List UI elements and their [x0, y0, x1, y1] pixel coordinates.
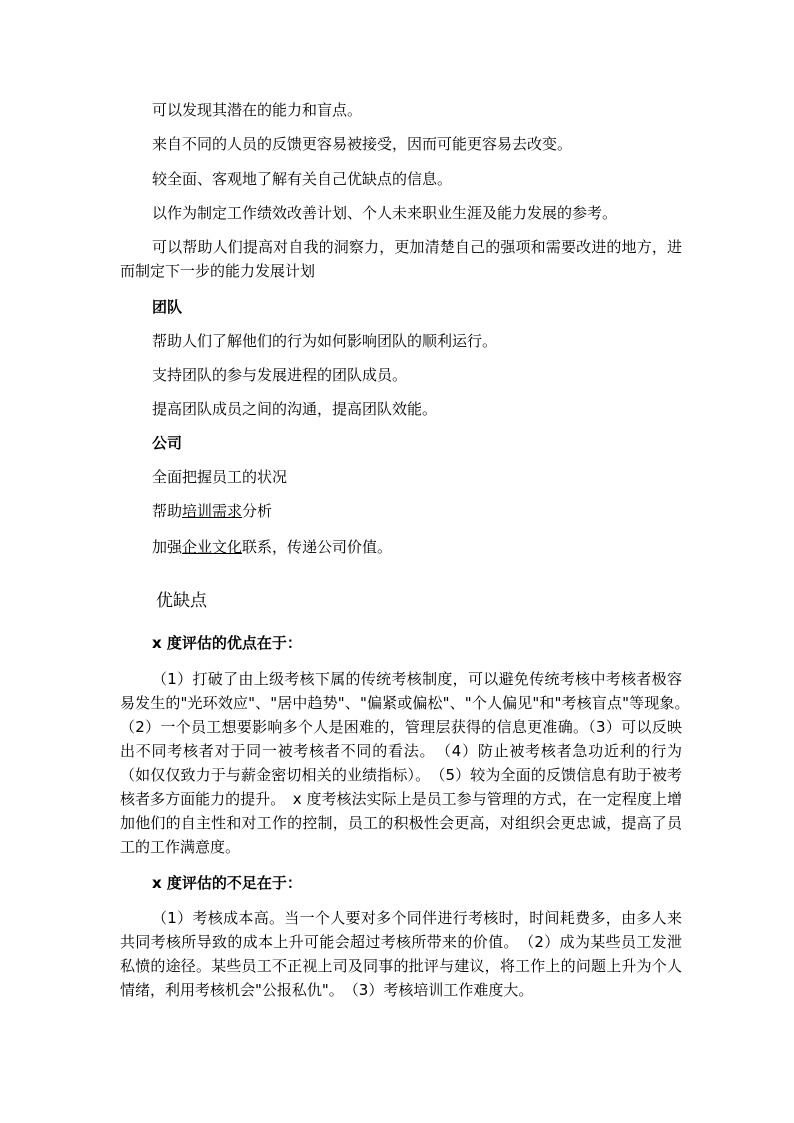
company-item: 全面把握员工的状况 [152, 468, 288, 486]
company-item-text: 联系，传递公司价值。 [242, 538, 393, 556]
cons-paragraph: （1）考核成本高。当一个人要对多个同伴进行考核时，时间耗费多，由多人来共同考核所导致的成本上升可能会超过考核所带来的价值。 （2）成为某些员工发泄私愤的途径。某些员工不正视上司及同事的批评与建议，将工作上的问题上升为个人情绪，利用考核机会"公报私仇"。 （3）考核培训工作难度大。 [120, 909, 682, 999]
pros-heading: x 度评估的优点在于： [152, 634, 302, 652]
company-item [152, 536, 392, 558]
benefit-item: 可以发现其潜在的能力和盲点。 [152, 101, 363, 119]
company-item-text: 分析 [242, 502, 273, 520]
individual-paragraph: 可以帮助人们提高对自我的洞察力，更加清楚自己的强项和需要改进的地方，进而制定下一步的能力发展计划 [120, 238, 682, 280]
team-item: 支持团队的参与发展进程的团队成员。 [152, 366, 408, 384]
training-needs-link[interactable]: 培训需求 [182, 502, 243, 520]
cons-heading: x 度评估的不足在于： [152, 874, 302, 892]
pros-paragraph: （1）打破了由上级考核下属的传统考核制度，可以避免传统考核中考核者极容易发生的"光环效应"、"居中趋势"、"偏紧或偏松"、"个人偏见"和"考核盲点"等现象。 （2）一个员工想要影响多个人是困难的，管理层获得的信息更准确。（3）可以反映出不同考核者对于同一被考核者不同的看法。 （4）防止被考核者急功近利的行为（如仅仅致力于与薪金密切相关的业绩指标）。 （5）较为全面的反馈信息有助于被考核者多方面能力的提升。 x 度考核法实际上是员工参与管理的方式，在一定程度上增加他们的自主性和对工作的控制，员工的积极性会更高，对组织会更忠诚，提高了员工的工作满意度。 [120, 670, 698, 856]
section-heading: 优缺点 [156, 591, 207, 611]
benefit-item: 较全面、客观地了解有关自己优缺点的信息。 [152, 170, 453, 188]
team-item: 帮助人们了解他们的行为如何影响团队的顺利运行。 [152, 332, 498, 350]
company-heading: 公司 [152, 434, 183, 452]
company-item-text: 加强 [152, 538, 183, 556]
company-item-text: 帮助 [152, 502, 183, 520]
corporate-culture-link[interactable]: 企业文化 [182, 538, 243, 556]
team-item: 提高团队成员之间的沟通，提高团队效能。 [152, 400, 438, 418]
team-heading: 团队 [152, 298, 183, 316]
benefit-item: 以作为制定工作绩效改善计划、个人未来职业生涯及能力发展的参考。 [152, 204, 618, 222]
benefit-item: 来自不同的人员的反馈更容易被接受，因而可能更容易去改变。 [152, 135, 573, 153]
company-item [152, 500, 272, 522]
